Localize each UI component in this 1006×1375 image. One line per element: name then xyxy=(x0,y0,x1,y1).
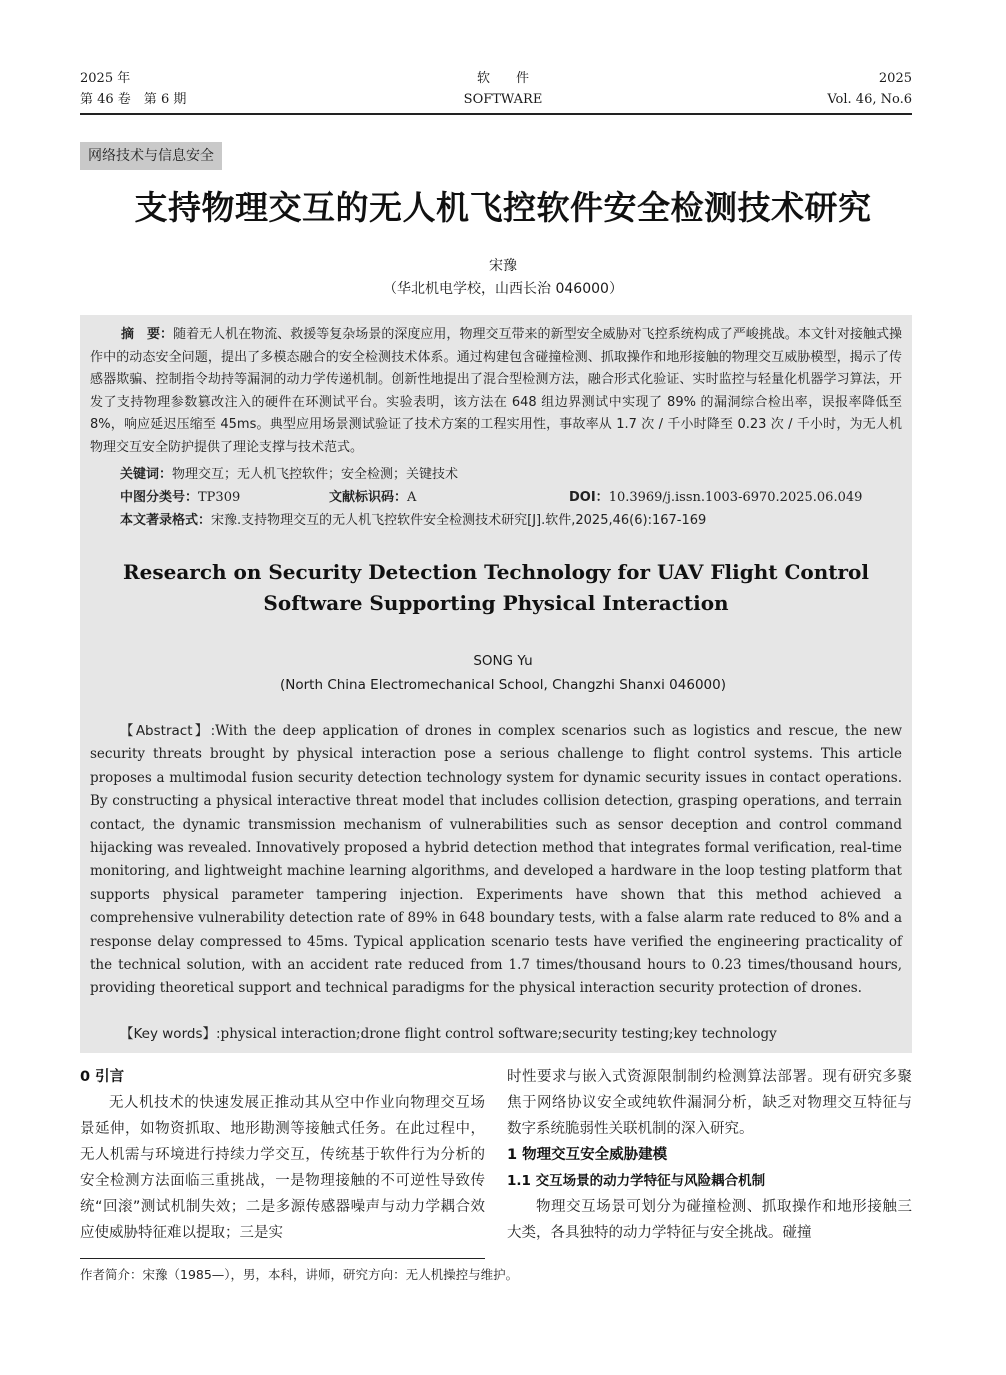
doi xyxy=(569,487,862,509)
paper-title-cn: 支持物理交互的无人机飞控软件安全检测技术研究 xyxy=(134,188,872,227)
author-en: SONG Yu xyxy=(473,653,533,669)
doi-value: 10.3969/j.issn.1003-6970.2025.06.049 xyxy=(608,490,863,505)
citation-format xyxy=(120,510,706,532)
subsection-heading-1-1: 1.1 交互场景的动力学特征与风险耦合机制 xyxy=(507,1173,766,1189)
header-volume-issue-cn: 第 46 卷 第 6 期 xyxy=(80,92,187,107)
abstract-cn-text: 随着无人机在物流、救援等复杂场景的深度应用，物理交互带来的新型安全威胁对飞控系统构成了严峻挑战。本文针对接触式操作中的动态安全问题，提出了多模态融合的安全检测技术体系。通过构建包含碰撞检测、抓取操作和地形接触的物理交互威胁模型，揭示了传感器欺骗、控制指令劫持等漏洞的动力学传递机制。创新性地提出了混合型检测方法，融合形式化验证、实时监控与轻量化机器学习算法，开发了支持物理参数篡改注入的硬件在环测试平台。实验表明，该方法在 648 组边界测试中实现了 89% 的漏洞综合检出率，误报率降低至 8%，响应延迟压缩至 45ms。典型应用场景测试验证了技术方案的工程实用性，事故率从 1.7 次 / 千小时降至 0.23 次 / 千小时，为无人机物理交互安全防护提供了理论支撑与技术范式。 xyxy=(90,327,902,455)
footnote-rule xyxy=(80,1258,485,1259)
keywords-en-text: physical interaction;drone flight control software;security testing;key technology xyxy=(220,1026,777,1042)
running-header-right xyxy=(827,68,912,110)
header-year: 2025 xyxy=(878,71,912,86)
doc-code-label: 文献标识码： xyxy=(329,490,408,505)
author-footnote: 作者简介：宋豫（1985—），男，本科，讲师，研究方向：无人机操控与维护。 xyxy=(80,1267,519,1282)
running-header-center xyxy=(403,68,603,110)
header-rule xyxy=(80,113,912,115)
affiliation-cn: （华北机电学校，山西长治 046000） xyxy=(383,281,623,297)
abstract-en-text: With the deep application of drones in complex scenarios such as logistics and rescue, the new security threats brought by physical interaction pose a serious challenge to flight control systems. This article proposes a multimodal fusion security detection technology system for dynamic security issues in contact operations. By constructing a physical interactive threat model that includes collision detection, grasping operations, and terrain contact, the dynamic transmission mechanism of vulnerabilities such as sensor deception and control command hijacking was revealed. Innovatively proposed a hybrid detection method that integrates formal verification, real-time monitoring, and lightweight machine learning algorithms, and developed a hardware in the loop testing platform that supports physical parameter tampering injection. Experiments have shown that this method achieved a comprehensive vulnerability detection rate of 89% in 648 boundary tests, with a false alarm rate reduced to 8% and a response delay compressed to 45ms. Typical application scenario tests have verified the engineering practicality of the technical solution, with an accident rate reduced from 1.7 times/thousand hours to 0.23 times/thousand hours, providing theoretical support and technical paradigms for the physical interaction security protection of drones. xyxy=(90,723,902,997)
section-heading-0: 0 引言 xyxy=(80,1069,125,1085)
body-column-left xyxy=(80,1064,485,1246)
author-cn: 宋豫 xyxy=(489,258,517,274)
paper-title-en: Research on Security Detection Technology for UAV Flight Control Software Supporting Physical Interaction xyxy=(123,560,869,615)
keywords-en-label: 【Key words】: xyxy=(120,1026,221,1042)
keywords-cn-text: 物理交互；无人机飞控软件；安全检测；关键技术 xyxy=(172,467,459,482)
abstract-en-label: 【Abstract】: xyxy=(120,723,216,739)
clc-value: TP309 xyxy=(198,490,241,505)
journal-name-cn: 软件 xyxy=(476,71,555,86)
running-header-left xyxy=(80,68,186,110)
keywords-cn xyxy=(120,464,458,486)
clc-label: 中图分类号： xyxy=(120,490,199,505)
document-code xyxy=(329,487,416,509)
keywords-en xyxy=(120,1023,777,1046)
affiliation-en: (North China Electromechanical School, Changzhi Shanxi 046000) xyxy=(280,677,726,693)
journal-name-en: SOFTWARE xyxy=(463,92,543,107)
doc-code-value: A xyxy=(407,490,417,505)
abstract-cn xyxy=(90,324,902,459)
body-paragraph: 物理交互场景可划分为碰撞检测、抓取操作和地形接触三大类，各具独特的动力学特征与安全挑战。碰撞 xyxy=(507,1199,912,1241)
abstract-cn-label: 摘 要： xyxy=(121,327,174,342)
body-paragraph: 无人机技术的快速发展正推动其从空中作业向物理交互场景延伸，如物资抓取、地形勘测等接触式任务。在此过程中，无人机需与环境进行持续力学交互，传统基于软件行为分析的安全检测方法面临三重挑战，一是物理接触的不可逆性导致传统“回滚”测试机制失效；二是多源传感器噪声与动力学耦合效应使威胁特征难以提取；三是实 xyxy=(80,1095,485,1241)
body-paragraph-continued: 时性要求与嵌入式资源限制制约检测算法部署。现有研究多聚焦于网络协议安全或纯软件漏洞分析，缺乏对物理交互特征与数字系统脆弱性关联机制的深入研究。 xyxy=(507,1069,912,1137)
keywords-cn-label: 关键词： xyxy=(120,467,173,482)
body-column-right xyxy=(507,1064,912,1246)
abstract-en xyxy=(90,720,902,1001)
header-year-cn: 2025 年 xyxy=(80,71,131,86)
citation-text: 宋豫.支持物理交互的无人机飞控软件安全检测技术研究[J].软件,2025,46(6):167-169 xyxy=(211,513,707,528)
column-tag: 网络技术与信息安全 xyxy=(80,142,222,170)
header-volume-issue-en: Vol. 46, No.6 xyxy=(827,92,912,107)
clc-number xyxy=(120,487,240,509)
doi-label: DOI： xyxy=(569,490,609,505)
section-heading-1: 1 物理交互安全威胁建模 xyxy=(507,1147,668,1163)
citation-label: 本文著录格式： xyxy=(120,513,212,528)
